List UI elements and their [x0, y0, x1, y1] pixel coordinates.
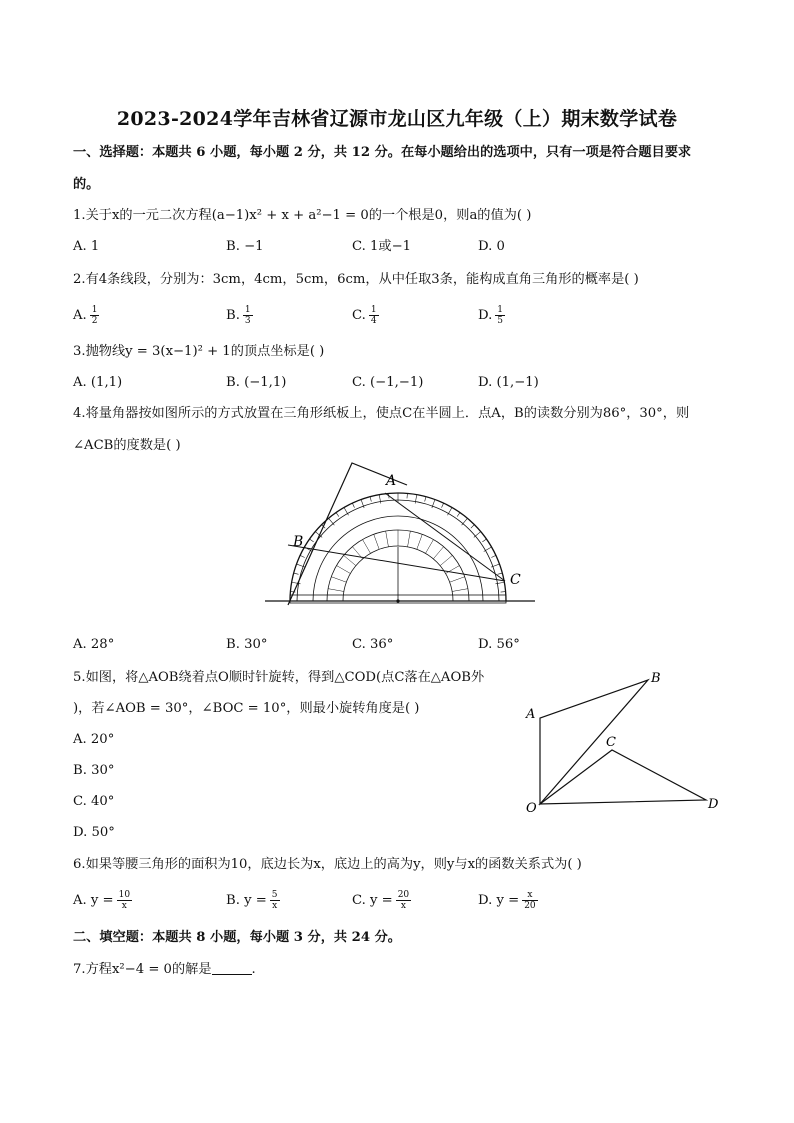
q6-option-c: C. y = $\frac{20}{x}$ — [352, 890, 410, 911]
protractor-tick — [370, 497, 371, 502]
protractor-tick — [336, 513, 339, 517]
protractor-ray — [440, 555, 452, 565]
fraction: $\frac{1}{3}$ — [244, 305, 251, 326]
protractor-tick — [462, 518, 468, 525]
fraction: $\frac{10}{x}$ — [118, 890, 131, 911]
section1-header-cont: 的。 — [73, 177, 100, 192]
protractor-tick — [495, 582, 504, 584]
protractor-ray — [344, 555, 356, 565]
q2-option-c: C. $\frac{1}{4}$ — [352, 305, 377, 326]
q7-stem: 7.方程x²−4 = 0的解是 . — [73, 962, 256, 977]
q3-option-c: C. (−1,−1) — [352, 375, 424, 390]
fraction: $\frac{x}{20}$ — [524, 890, 536, 911]
protractor-tick — [474, 532, 481, 538]
q4-option-b: B. 30° — [226, 637, 268, 652]
protractor-ray — [417, 534, 422, 549]
fraction: $\frac{20}{x}$ — [397, 890, 410, 911]
protractor-ray — [331, 577, 346, 582]
protractor-tick — [482, 539, 486, 542]
label-b: B — [293, 534, 304, 550]
protractor-ray — [328, 589, 344, 592]
q5-option-d: D. 50° — [73, 825, 115, 840]
protractor-ray — [450, 577, 465, 582]
label-o: O — [526, 801, 537, 816]
protractor-tick — [292, 582, 301, 584]
q2-stem: 2.有4条线段，分别为：3cm，4cm，5cm，6cm，从中任取3条，能构成直角三角形的概率是( ) — [73, 272, 639, 287]
label-c: C — [606, 735, 616, 750]
q6-option-a: A. y = $\frac{10}{x}$ — [73, 890, 131, 911]
q6-option-d: D. y = $\frac{x}{20}$ — [478, 890, 536, 911]
q4-option-d: D. 56° — [478, 637, 520, 652]
q4-option-a: A. 28° — [73, 637, 115, 652]
q5-option-c: C. 40° — [73, 794, 115, 809]
label-b: B — [651, 671, 661, 686]
protractor-ray — [374, 534, 379, 549]
protractor-tick — [310, 539, 314, 542]
protractor-tick — [294, 573, 299, 574]
exam-title: 2023-2024学年吉林省辽源市龙山区九年级（上）期末数学试卷 — [116, 108, 678, 130]
protractor-ray — [337, 566, 351, 574]
section2-header: 二、填空题：本题共 8 小题，每小题 3 分，共 24 分。 — [73, 930, 401, 945]
q1-option-c: C. 1或−1 — [352, 239, 412, 254]
q2-option-b: B. $\frac{1}{3}$ — [226, 305, 251, 326]
rotation-figure — [520, 668, 730, 818]
fraction: $\frac{1}{2}$ — [91, 305, 98, 326]
protractor-tick — [329, 518, 335, 525]
protractor-tick — [497, 573, 502, 574]
answer-blank[interactable] — [212, 960, 252, 975]
protractor-ray — [433, 547, 443, 559]
protractor-ray — [386, 531, 389, 547]
protractor-ray — [408, 531, 411, 547]
protractor-ray — [363, 540, 371, 554]
q1-option-a: A. 1 — [73, 239, 100, 254]
q5-stem: 5.如图，将△AOB绕着点O顺时针旋转，得到△COD(点C落在△AOB外 — [73, 670, 485, 685]
q3-option-b: B. (−1,1) — [226, 375, 287, 390]
fraction: $\frac{1}{5}$ — [497, 305, 504, 326]
q4-stem-cont: ∠ACB的度数是( ) — [73, 438, 181, 453]
section1-header: 一、选择题：本题共 6 小题，每小题 2 分，共 12 分。在每小题给出的选项中，只有一项是符合题目要求 — [73, 145, 692, 160]
q1-option-d: D. 0 — [478, 239, 505, 254]
fraction: $\frac{5}{x}$ — [271, 890, 278, 911]
q4-stem: 4.将量角器按如图所示的方式放置在三角形纸板上，使点C在半圆上．点A，B的读数分别为86°，30°，则 — [73, 406, 690, 421]
protractor-tick — [442, 503, 444, 508]
protractor-tick — [352, 503, 354, 508]
q3-option-a: A. (1,1) — [73, 375, 123, 390]
q2-option-a: A. $\frac{1}{2}$ — [73, 305, 98, 326]
label-d: D — [708, 797, 719, 812]
q3-stem: 3.抛物线y = 3(x−1)² + 1的顶点坐标是( ) — [73, 344, 325, 359]
q3-option-d: D. (1,−1) — [478, 375, 539, 390]
q6-option-b: B. y = $\frac{5}{x}$ — [226, 890, 278, 911]
q2-option-d: D. $\frac{1}{5}$ — [478, 305, 504, 326]
protractor-ray — [426, 540, 434, 554]
protractor-tick — [415, 495, 417, 504]
protractor-ray — [452, 589, 468, 592]
q1-option-b: B. −1 — [226, 239, 264, 254]
protractor-tick — [300, 555, 305, 557]
protractor-tick — [471, 525, 475, 529]
protractor-tick — [457, 513, 460, 517]
label-a: A — [526, 707, 536, 722]
q5-option-b: B. 30° — [73, 763, 115, 778]
q5-option-a: A. 20° — [73, 732, 115, 747]
q4-option-c: C. 36° — [352, 637, 394, 652]
label-c: C — [510, 572, 521, 588]
q5-stem-cont: )，若∠AOB = 30°，∠BOC = 10°，则最小旋转角度是( ) — [73, 701, 420, 716]
protractor-tick — [425, 497, 426, 502]
protractor-tick — [379, 495, 381, 504]
protractor-figure — [255, 455, 545, 615]
q6-stem: 6.如果等腰三角形的面积为10，底边长为x，底边上的高为y，则y与x的函数关系式为( ) — [73, 857, 582, 872]
label-a: A — [386, 473, 397, 489]
q1-stem: 1.关于x的一元二次方程(a−1)x² + x + a²−1 = 0的一个根是0，则a的值为( ) — [73, 208, 532, 223]
fraction: $\frac{1}{4}$ — [370, 305, 377, 326]
protractor-tick — [491, 555, 496, 557]
